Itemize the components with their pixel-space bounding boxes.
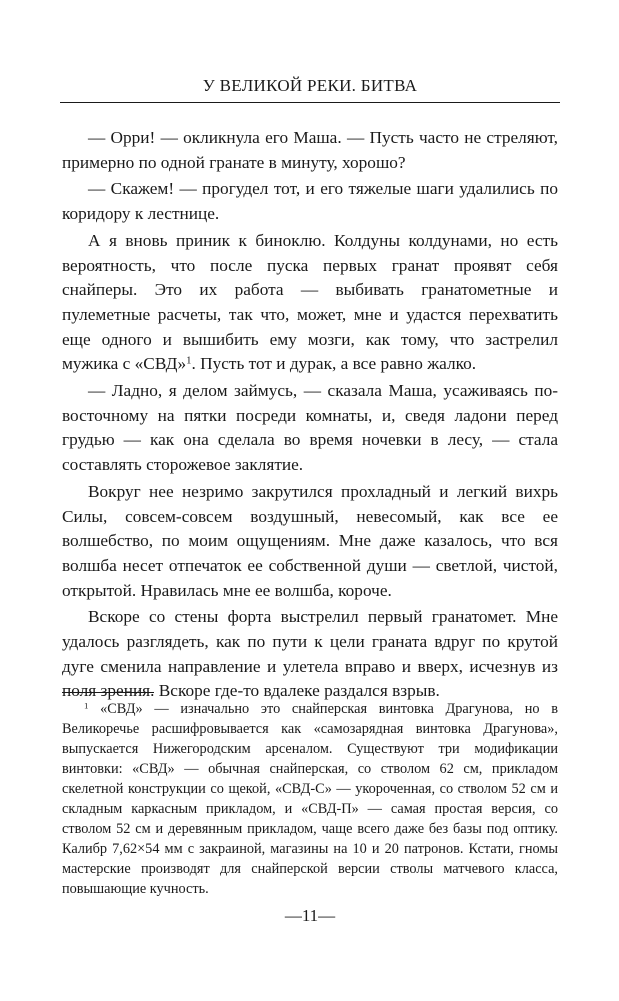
header-rule [60, 102, 560, 103]
paragraph: — Орри! — окликнула его Маша. — Пусть часто не стреляют, примерно по одной гранате в минуту, хорошо? [62, 128, 558, 172]
paragraph: Вокруг нее незримо закрутился прохладный и легкий вихрь Силы, совсем-совсем воздушный, невесомый, как все ее волшебство, по моим ощущениям. Мне даже казалось, что вся волшба несет отпечаток ее собственной души — светлой, чистой, открытой. Нравилась мне ее волшба, короче. [62, 481, 558, 600]
main-text [62, 126, 558, 704]
paragraph: — Скажем! — прогудел тот, и его тяжелые шаги удалились по коридору к лестнице. [62, 179, 558, 224]
paragraph-text-tail: . Пусть тот и дурак, а все равно жалко. [191, 354, 477, 374]
paragraph: — Ладно, я делом займусь, — сказала Маша, усаживаясь по-восточному на пятки посреди комнаты, и, сведя ладони перед грудью — как она сделала во время ночевки в лесу, — стала составлять сторожевое заклятие. [62, 381, 558, 475]
paragraph-text: А я вновь приник к биноклю. Колдуны колдунами, но есть вероятность, что после пуска первых гранат проявят себя снайперы. Это их работа — выбивать гранатометные и пулеметные расчеты, так что, может, мне и удастся перехватить еще одного и вышибить ему мозги, как тому, что застрелил мужика с «СВД» [62, 230, 558, 374]
footnote-reference[interactable]: 1 [186, 354, 192, 367]
footnote-marker: 1 [84, 700, 89, 711]
running-header-title: У ВЕЛИКОЙ РЕКИ. БИТВА [202, 76, 418, 95]
paragraph [62, 229, 558, 377]
page-number: —11— [284, 906, 336, 925]
paragraph: Вскоре со стены форта выстрелил первый гранатомет. Мне удалось разглядеть, как по пути к цели граната вдруг по крутой дуге сменила направление и улетела вправо и вверх, исчезнув из поля зрения. Вскоре где-то вдалеке раздался взрыв. [62, 607, 558, 701]
footnote-text: «СВД» — изначально это снайперская винтовка Драгунова, но в Великоречье расшифровывается как «самозарядная винтовка Драгунова», выпускается Нижегородским арсеналом. Существуют три модификации винтовки: «СВД» — обычная снайперская, со стволом 62 см, прикладом скелетной конструкции со щекой, «СВД-С» — укороченная, со стволом 52 см и складным каркасным прикладом, и «СВД-П» — самая простая версия, со стволом 52 см и деревянным прикладом, чаще всего даже без базы под оптику. Калибр 7,62×54 мм с закраиной, магазины на 10 и 20 патронов. Кстати, гномы мастерские производят для снайперской версии стволы матчевого класса, повышающие кучность. [62, 701, 558, 897]
footnote [62, 699, 558, 899]
footnote-rule [62, 692, 154, 693]
